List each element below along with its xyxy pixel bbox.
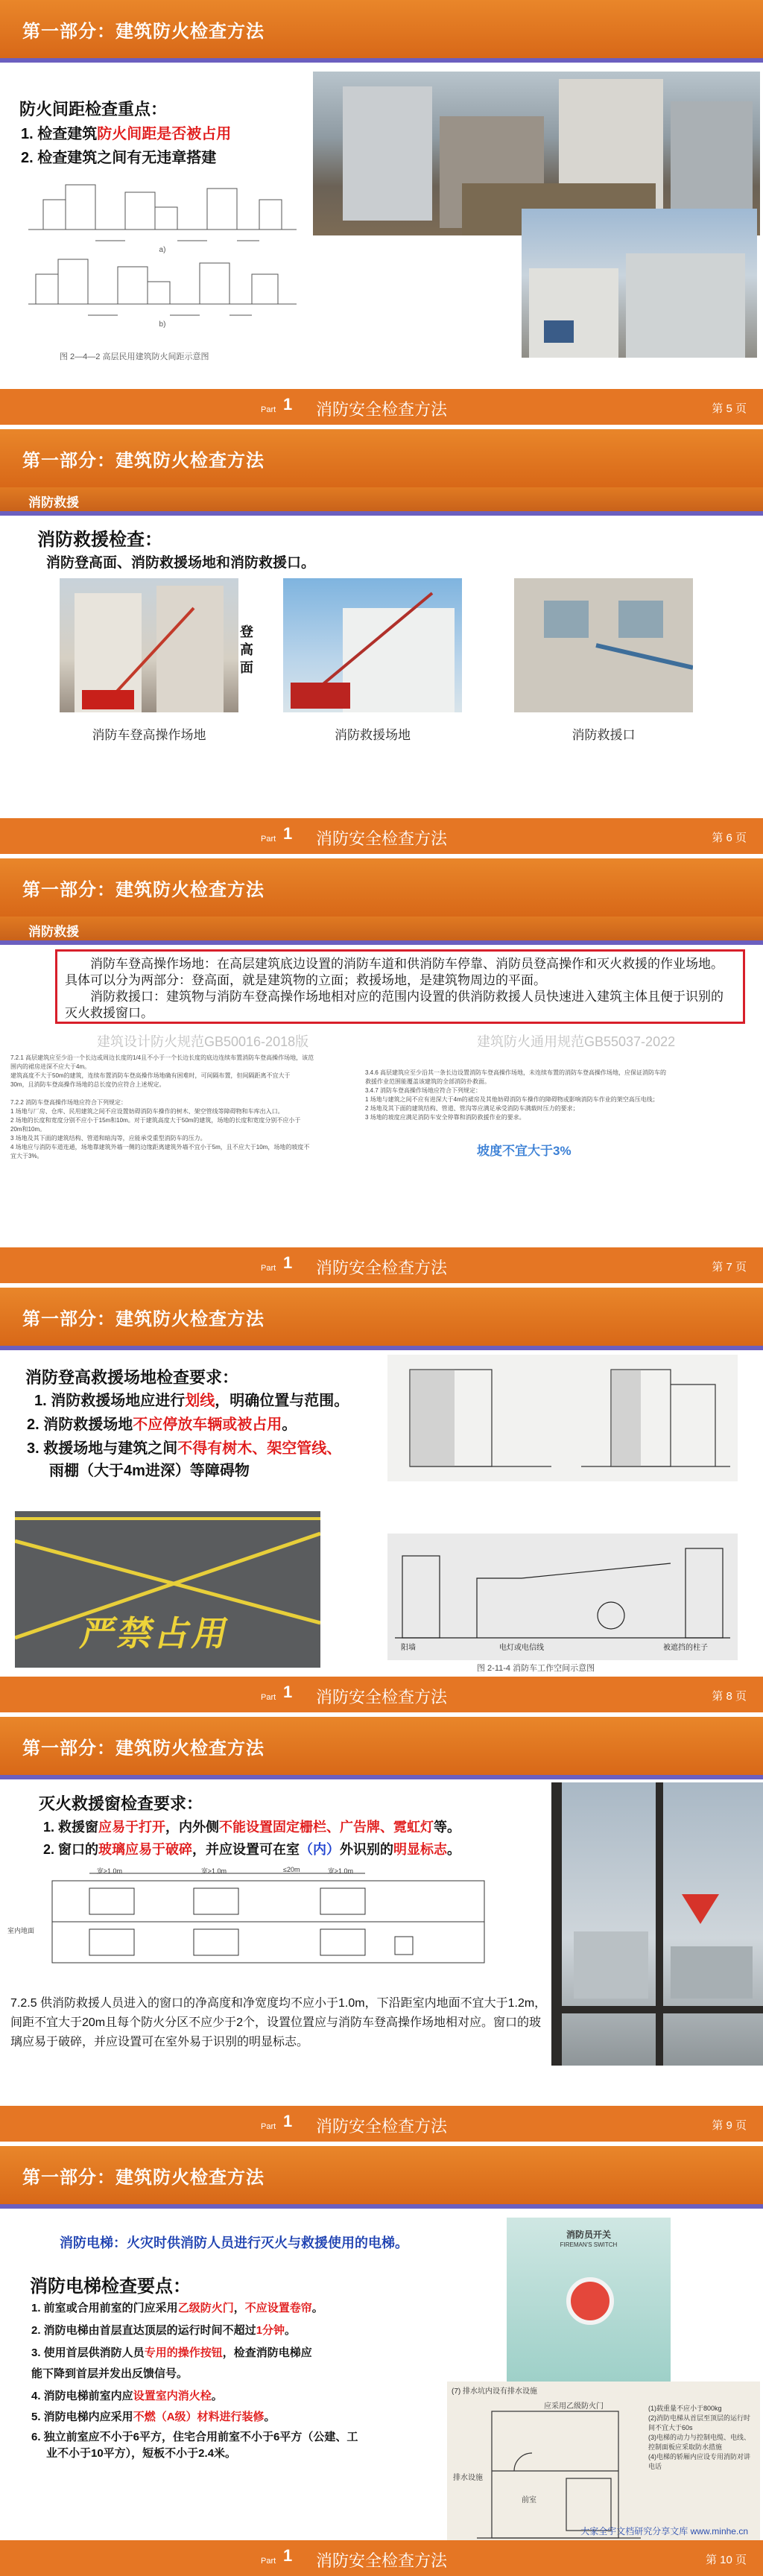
slide-6 [0, 429, 763, 854]
point-2: 2. 消防电梯由首层直达顶层的运行时间不超过1分钟。 [31, 2324, 297, 2337]
header-divider [0, 2204, 763, 2209]
header-title: 第一部分：建筑防火检查方法 [22, 22, 265, 42]
point-5: 5. 消防电梯内应采用不燃（A级）材料进行装修。 [31, 2411, 276, 2423]
point-3-line2: 能下降到首层并发出反馈信号。 [31, 2367, 189, 2380]
slide-footer [0, 389, 763, 425]
page-number: 第 5 页 [712, 402, 747, 415]
label-front-room: 前室 [522, 2496, 536, 2504]
sub-header-title: 消防救援 [28, 925, 79, 939]
elevator-notes [648, 2404, 756, 2472]
clearance-diagram [387, 1355, 738, 1481]
label-drain: 排水设施 [453, 2474, 483, 2482]
req-item-1: 1. 救援窗应易于打开，内外侧不能设置固定栅栏、广告牌、霓虹灯等。 [43, 1820, 461, 1835]
footer-part-label: Part [261, 2122, 276, 2131]
sub-header [0, 917, 763, 940]
slide-header [0, 1288, 763, 1346]
footer-part-number: 1 [283, 395, 293, 414]
switch-button-icon [566, 2277, 614, 2325]
sub-header [0, 487, 763, 511]
right_small-line: 3.4.6 高层建筑应至少沿其一条长边设置消防车登高操作场地，未连续布置的消防车登高操作场地，应保证消防车的 [365, 1069, 667, 1076]
sub-header-title: 消防救援 [28, 496, 79, 510]
section-heading: 防火间距检查重点： [19, 100, 168, 118]
point-6-line2: 业不小于10平方），短板不小于2.4米。 [46, 2447, 237, 2460]
definition-para-2: 消防救援口：建筑物与消防车登高操作场地相对应的范围内设置的供消防救援人员快速进入建筑主体且便于识别的灭火救援窗口。 [65, 990, 724, 1020]
definition-para-1: 消防车登高操作场地：在高层建筑底边设置的消防车道和供消防车停靠、消防员登高操作和灭火救援的作业场地。具体可以分为两部分：登高面，就是建筑物的立面；救援场地，是建筑物周边的平面。 [65, 957, 724, 987]
right_small-line: 3 场地的坡度应满足消防车安全停靠和消防救援作业的要求。 [365, 1114, 525, 1121]
section-heading: 消防登高救援场地检查要求： [25, 1368, 239, 1387]
left_small-line: 7.2.1 高层建筑应至少沿一个长边或周边长度的1/4且不小于一个长边长度的底边连续布置消防车登高操作场地，该范 [10, 1054, 314, 1061]
footer-part-number: 1 [283, 824, 293, 843]
work-space-diagram [387, 1534, 738, 1660]
slide-header [0, 2146, 763, 2204]
footer-part-number: 1 [283, 1253, 293, 1272]
slide-8 [0, 1288, 763, 1712]
spacing-diagram [21, 177, 304, 356]
rescue-window-diagram [7, 1866, 499, 1978]
header-divider [0, 511, 763, 516]
left_small-line: 4 场地应与消防车道连通，场地靠建筑外墙一侧的边缘距离建筑外墙不宜小于5m，且不应大于10m，场地的坡度不 [10, 1144, 310, 1151]
note-1: (1)载重量不应小于800kg [648, 2405, 722, 2412]
note-4: (4)电梯的轿厢内应设专用消防对讲电话 [648, 2453, 751, 2470]
right_small-line: 2 场地及其下面的建筑结构、管道、管沟等应满足承受消防车满载时压力的要求； [365, 1105, 579, 1112]
header-title: 第一部分：建筑防火检查方法 [22, 1309, 265, 1329]
section-heading: 灭火救援窗检查要求： [39, 1794, 203, 1813]
dim-label-1: 宽≥1.0m [97, 1867, 122, 1875]
left_small-line: 围内的裙房进深不应大于4m。 [10, 1063, 91, 1070]
slide-9 [0, 1717, 763, 2142]
right_small-line: 1 场地与建筑之间不应有进深大于4m的裙房及其他妨碍消防车操作的障碍物或影响消防车作业的架空高压电线； [365, 1096, 659, 1103]
header-title: 第一部分：建筑防火检查方法 [22, 451, 265, 471]
photo-rescue-field [283, 578, 462, 712]
slide-footer [0, 1247, 763, 1283]
photo-rescue-window [514, 578, 693, 712]
check-item-2: 2. 检查建筑之间有无违章搭建 [21, 150, 217, 166]
note-3: (3)电梯的动力与控制电缆、电线、控制面板应采取防水措施 [648, 2434, 751, 2451]
left_small-line: 宜大于3%。 [10, 1153, 43, 1159]
diagram-note-top: (7) 排水坑内设有排水设施 [452, 2387, 537, 2396]
left_small-line: 3 场地及其下面的建筑结构、管道和暗沟等，应能承受重型消防车的压力。 [10, 1135, 206, 1142]
dim-label-2: 宽≥1.0m [201, 1867, 227, 1875]
watermark: 大家全宇文档研究分享文库 www.minhe.cn [580, 2526, 748, 2537]
footer-title: 消防安全检查方法 [315, 1259, 447, 1277]
ref-right: 建筑防火通用规范GB55037-2022 [477, 1034, 676, 1049]
req-item-2: 2. 窗口的玻璃应易于破碎，并应设置可在室（内）外识别的明显标志。 [43, 1842, 461, 1857]
footer-part-label: Part [261, 1264, 276, 1273]
page-number: 第 10 页 [705, 2554, 747, 2566]
left_small-line: 7.2.2 消防车登高操作场地应符合下列规定： [10, 1099, 127, 1106]
firefighter-switch-photo [507, 2218, 671, 2389]
header-title: 第一部分：建筑防火检查方法 [22, 2168, 265, 2188]
footer-title: 消防安全检查方法 [315, 2551, 447, 2570]
ref-left-text [10, 1054, 368, 1161]
page-number: 第 7 页 [712, 1261, 747, 1273]
switch-subtitle: FIREMAN'S SWITCH [560, 2241, 618, 2248]
vertical-label: 登高面 [240, 624, 253, 675]
slide-10 [0, 2146, 763, 2576]
footer-part-number: 1 [283, 2112, 293, 2130]
label-wire: 电灯或电信线 [499, 1644, 544, 1652]
right_small-line: 救援作业范围能覆盖该建筑的全部消防扑救面。 [365, 1078, 490, 1085]
header-divider [0, 58, 763, 63]
left_small-line: 30m，且消防车登高操作场地的总长度仍应符合上述规定。 [10, 1081, 165, 1088]
svg-text:b): b) [159, 320, 166, 329]
req-item-3: 3. 救援场地与建筑之间不得有树木、架空管线、 [27, 1440, 342, 1457]
point-4: 4. 消防电梯前室内应设置室内消火栓。 [31, 2390, 223, 2402]
slide-footer [0, 2540, 763, 2576]
ground-marking-photo [15, 1511, 320, 1668]
slide-header [0, 1717, 763, 1775]
footer-part-label: Part [261, 835, 276, 844]
left_small-line [10, 1089, 368, 1098]
footer-title: 消防安全检查方法 [315, 829, 447, 848]
diagram-note-door: 应采用乙级防火门 [544, 2402, 604, 2411]
right_small-line: 3.4.7 消防车登高操作场地应符合下列规定： [365, 1087, 482, 1094]
label-wall: 阳墙 [401, 1644, 416, 1652]
ground-text: 严禁占用 [77, 1614, 235, 1653]
slope-note: 坡度不宜大于3% [477, 1144, 572, 1158]
check-item-1: 1. 检查建筑防火间距是否被占用 [21, 126, 232, 142]
footer-part-label: Part [261, 1693, 276, 1702]
diagram-caption: 图 2—4—2 高层民用建筑防火间距示意图 [60, 352, 209, 361]
page-number: 第 9 页 [712, 2119, 747, 2132]
footer-part-label: Part [261, 2557, 276, 2566]
left_small-line: 建筑高度不大于50m的建筑，连续布置消防车登高操作场地确有困难时，可间隔布置，但间隔距离不宜大于 [10, 1072, 291, 1079]
definition-box [55, 949, 745, 1024]
slide-5 [0, 0, 763, 425]
slide-footer [0, 2106, 763, 2142]
ref-right-text [365, 1069, 753, 1122]
floor-label: 室内地面 [7, 1927, 35, 1934]
footer-part-number: 1 [283, 1683, 293, 1701]
point-3: 3. 使用首层供消防人员专用的操作按钮，检查消防电梯应 [31, 2346, 312, 2359]
left_small-line: 1 场地与厂房、仓库、民用建筑之间不应设置妨碍消防车操作的树木、架空管线等障碍物和车库出入口。 [10, 1108, 284, 1115]
header-title: 第一部分：建筑防火检查方法 [22, 880, 265, 900]
spacing-label: ≤20m [283, 1866, 300, 1873]
left_small-line: 2 场地的长度和宽度分别不应小于15m和10m。对于建筑高度大于50m的建筑，场地的长度和宽度分别不应小于 [10, 1117, 301, 1124]
footer-title: 消防安全检查方法 [315, 1688, 447, 1706]
header-title: 第一部分：建筑防火检查方法 [22, 1738, 265, 1759]
footer-title: 消防安全检查方法 [315, 2117, 447, 2136]
label-column: 被遮挡的柱子 [663, 1644, 708, 1652]
dim-label-3: 宽≥1.0m [328, 1867, 353, 1875]
svg-text:a): a) [159, 246, 166, 254]
section-desc: 消防登高面、消防救援场地和消防救援口。 [46, 555, 316, 571]
slide-footer [0, 1677, 763, 1712]
header-divider [0, 1775, 763, 1779]
footer-part-number: 1 [283, 2546, 293, 2565]
slide-header [0, 0, 763, 58]
note-2: (2)消防电梯从首层至顶层的运行时间不宜大于60s [648, 2414, 751, 2431]
ref-left: 建筑设计防火规范GB50016-2018版 [97, 1034, 309, 1049]
header-divider [0, 940, 763, 945]
left_small-line: 20m和10m。 [10, 1126, 46, 1133]
point-1: 1. 前室或合用前室的门应采用乙级防火门，不应设置卷帘。 [31, 2302, 323, 2314]
section-heading: 消防救援检查： [37, 530, 162, 550]
slide-footer [0, 818, 763, 854]
req-item-2: 2. 消防救援场地不应停放车辆或被占用。 [27, 1417, 297, 1433]
window-photo [551, 1782, 763, 2066]
code-clause: 7.2.5 供消防救援人员进入的窗口的净高度和净宽度均不应小于1.0m，下沿距室内地面不宜大于1.2m，间距不宜大于20m且每个防火分区不应少于2个，设置位置应与消防车登高操作场地相对应。窗口的玻璃应易于破碎，并应设置可在室外易于识别的明显标志。 [10, 1997, 547, 2048]
caption-2: 消防救援场地 [335, 728, 411, 742]
switch-title: 消防员开关 [566, 2230, 611, 2240]
caption-3: 消防救援口 [572, 728, 636, 742]
photo-aerial-platform [60, 578, 238, 712]
header-divider [0, 1346, 763, 1350]
page-number: 第 6 页 [712, 832, 747, 844]
slide-7 [0, 858, 763, 1283]
slide-header [0, 429, 763, 487]
intro-text: 消防电梯：火灾时供消防人员进行灭火与救援使用的电梯。 [60, 2235, 408, 2250]
point-6: 6. 独立前室应不小于6平方，住宅合用前室不小于6平方（公建、工 [31, 2431, 358, 2443]
req-item-1: 1. 消防救援场地应进行划线，明确位置与范围。 [34, 1393, 349, 1409]
diagram-caption: 图 2-11-4 消防车工作空间示意图 [477, 1664, 595, 1673]
req-item-3-line2: 雨棚（大于4m进深）等障碍物 [49, 1463, 250, 1479]
caption-1: 消防车登高操作场地 [92, 728, 206, 742]
page-number: 第 8 页 [712, 1690, 747, 1703]
site-photo-2 [522, 209, 757, 358]
section-heading: 消防电梯检查要点： [30, 2276, 191, 2297]
footer-title: 消防安全检查方法 [315, 400, 447, 419]
slide-header [0, 858, 763, 917]
footer-part-label: Part [261, 405, 276, 414]
